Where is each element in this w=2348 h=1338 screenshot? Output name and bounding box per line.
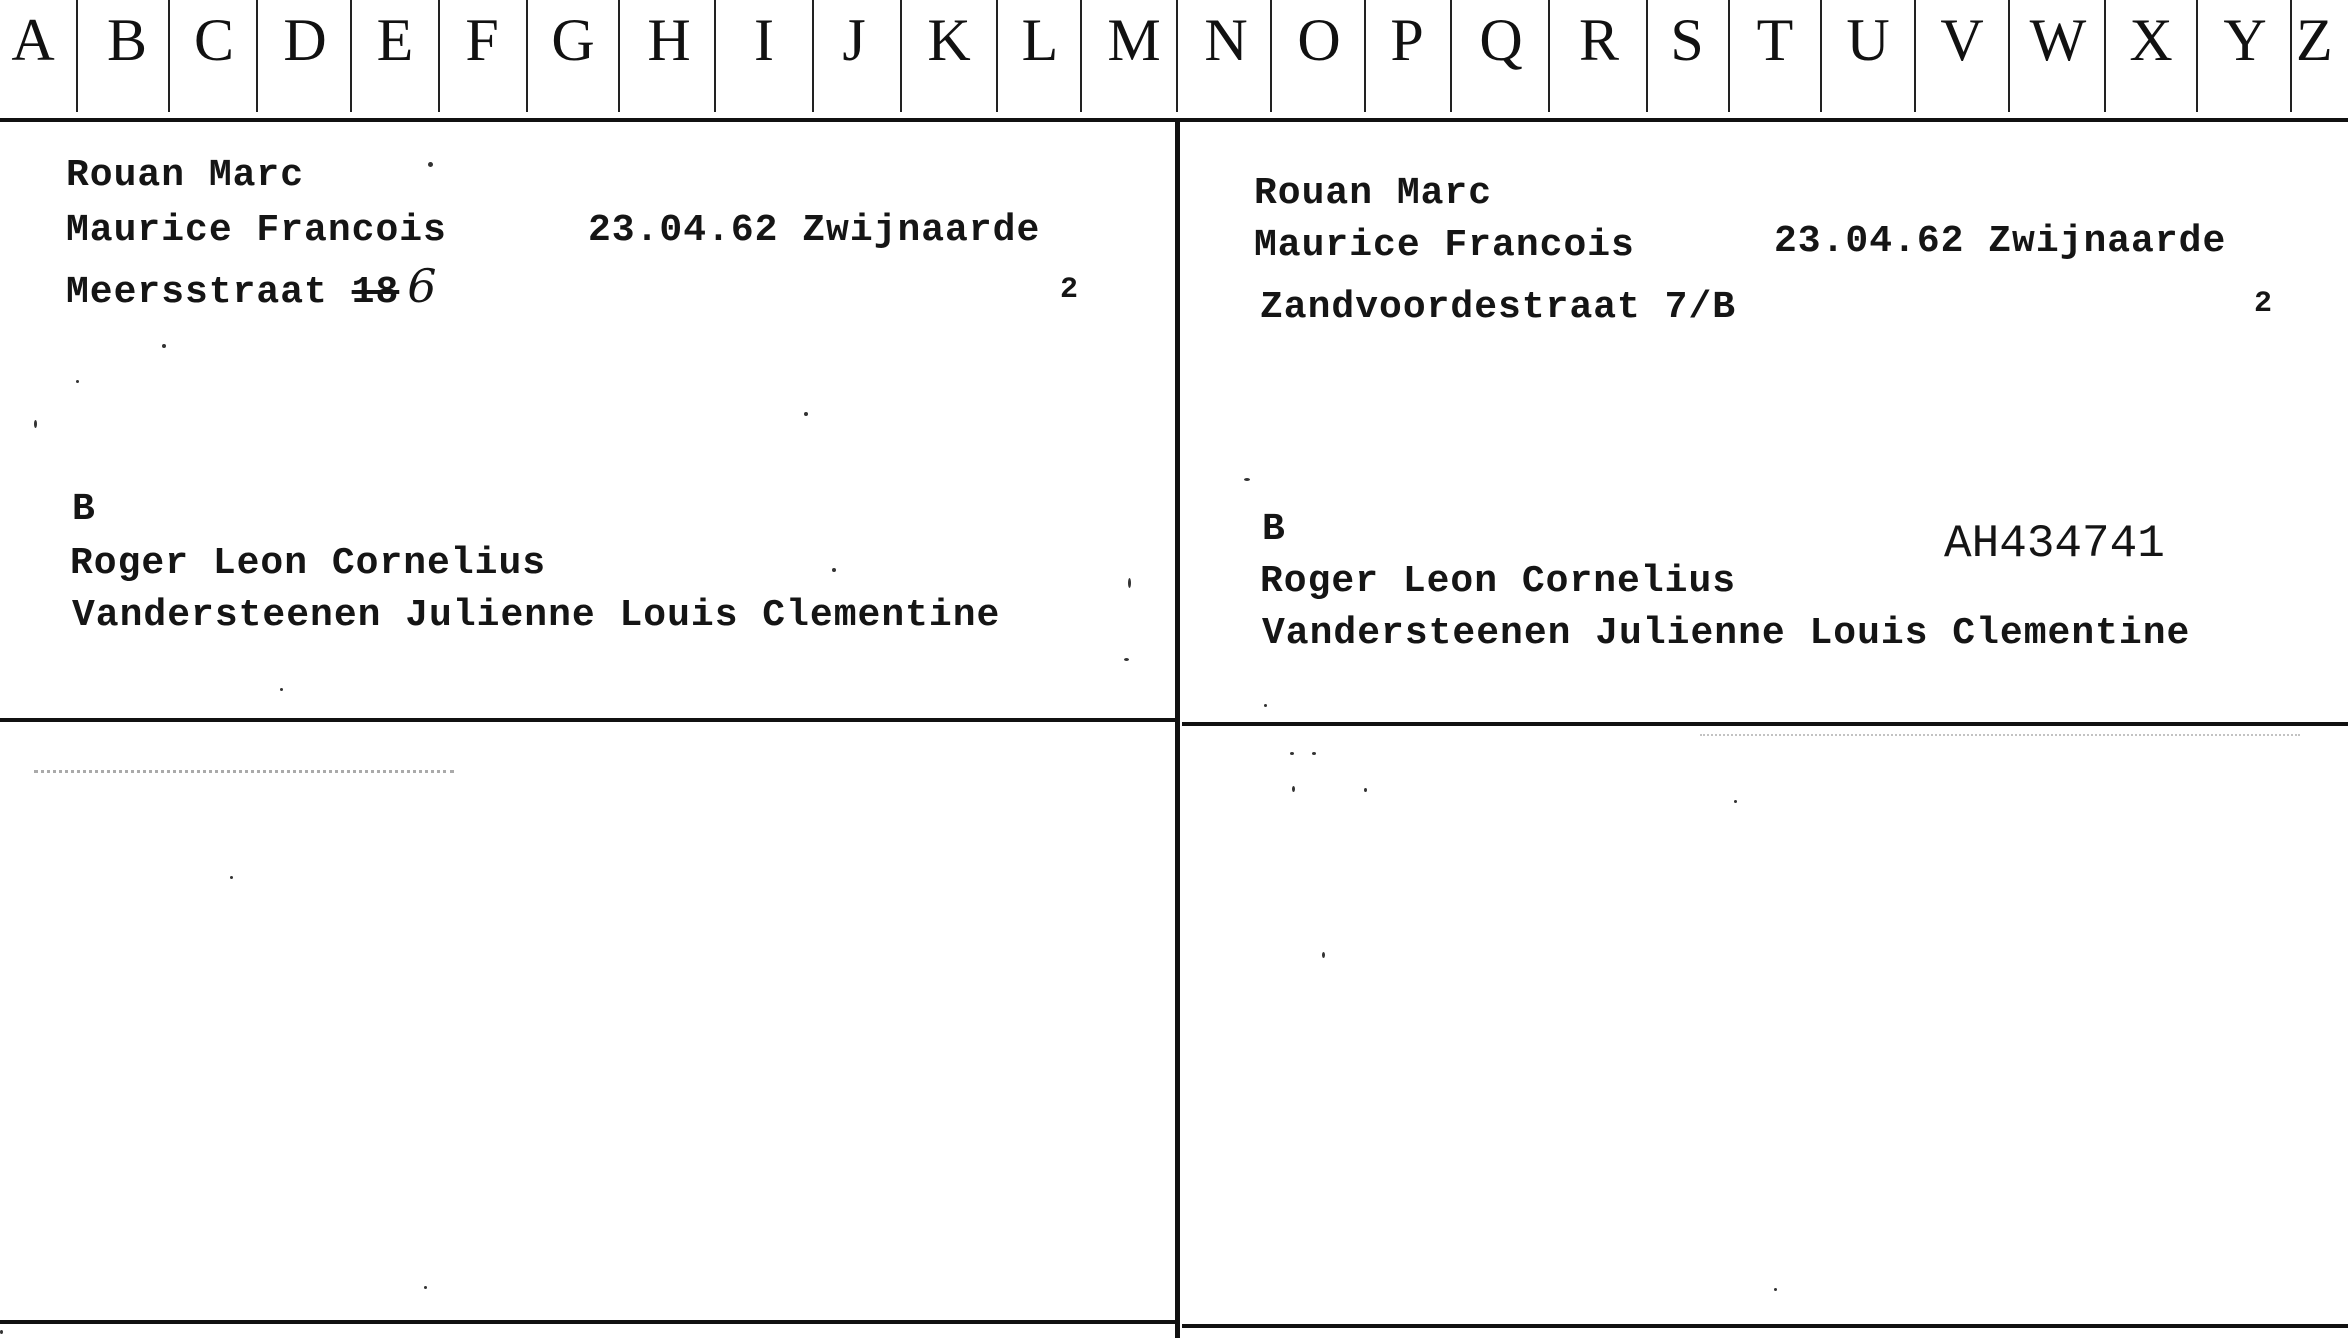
scan-speck [1292,786,1295,792]
scan-speck [804,412,808,416]
left-street-number-struck: 18 [351,271,400,314]
scan-speck [428,162,433,167]
index-letter-d: D [283,7,327,73]
scan-speck [832,568,836,572]
right-given-names: Maurice Francois [1254,224,1635,267]
index-letter-w: W [2029,7,2087,73]
right-section-letter: B [1262,508,1286,551]
left-surname: Rouan Marc [66,154,305,197]
left-section-letter: B [72,488,96,531]
scan-speck [76,380,79,383]
index-letter-o: O [1297,7,1341,73]
right-document-number: AH434741 [1944,518,2165,570]
card-bottom-edge-left [0,1320,1176,1324]
index-letter-n: N [1204,7,1248,73]
index-letter-c: C [193,7,235,73]
index-letter-h: H [647,7,691,73]
left-address [66,260,438,319]
scan-speck [1290,752,1294,755]
index-letter-i: I [754,7,774,73]
scan-smudge [34,760,454,773]
scan-speck [1322,952,1325,958]
index-letter-b: B [106,7,148,73]
index-letter-f: F [465,7,499,73]
index-letter-r: R [1578,7,1620,73]
index-letter-e: E [376,7,414,73]
left-street-number-handwritten: 6 [407,259,438,313]
index-letter-t: T [1756,7,1794,73]
index-letter-p: P [1390,7,1424,73]
index-letter-g: G [551,7,595,73]
left-mother-name: Vandersteenen Julienne Louis Clementine [72,594,1001,637]
right-mother-name: Vandersteenen Julienne Louis Clementine [1262,612,2191,655]
left-copy-mark: 2 [1060,273,1080,307]
left-given-names: Maurice Francois [66,209,447,252]
index-letter-u: U [1846,7,1890,73]
index-letter-m: M [1107,7,1161,73]
scan-speck [1124,658,1129,661]
index-letter-x: X [2129,7,2173,73]
right-registration-card [1180,0,2348,720]
index-letter-z: Z [2296,7,2333,73]
left-birth-info: 23.04.62 Zwijnaarde [588,209,1041,252]
scan-speck [230,876,233,879]
scan-smudge [1700,730,2300,736]
right-surname: Rouan Marc [1254,172,1493,215]
scan-speck [280,688,283,691]
left-father-name: Roger Leon Cornelius [70,542,547,585]
card-divider-horizontal-right [1182,722,2348,726]
index-letter-q: Q [1479,7,1523,73]
scan-speck [1364,788,1367,792]
right-copy-mark: 2 [2254,287,2274,321]
scan-speck [1128,578,1131,588]
scan-speck [1244,478,1250,481]
index-letter-v: V [1940,7,1984,73]
left-street-name: Meersstraat [66,271,328,314]
right-father-name: Roger Leon Cornelius [1260,560,1737,603]
scan-speck [1734,800,1737,803]
index-letter-s: S [1670,7,1704,73]
scan-speck [1774,1288,1777,1291]
index-letter-l: L [1021,7,1059,73]
scan-speck [1312,752,1316,755]
index-letter-a: A [11,7,55,73]
scan-speck [162,344,166,348]
right-address: Zandvoordestraat 7/B [1260,286,1737,329]
index-letter-j: J [842,7,866,73]
index-letter-y: Y [2223,7,2267,73]
index-divider [1176,0,1178,112]
scan-speck [424,1286,427,1289]
card-bottom-edge-right [1182,1324,2348,1328]
scan-speck [34,420,37,428]
right-birth-info: 23.04.62 Zwijnaarde [1774,220,2227,263]
scan-speck [0,1330,3,1334]
index-letter-k: K [927,7,971,73]
left-registration-card [0,0,1175,720]
scan-speck [1264,704,1267,707]
